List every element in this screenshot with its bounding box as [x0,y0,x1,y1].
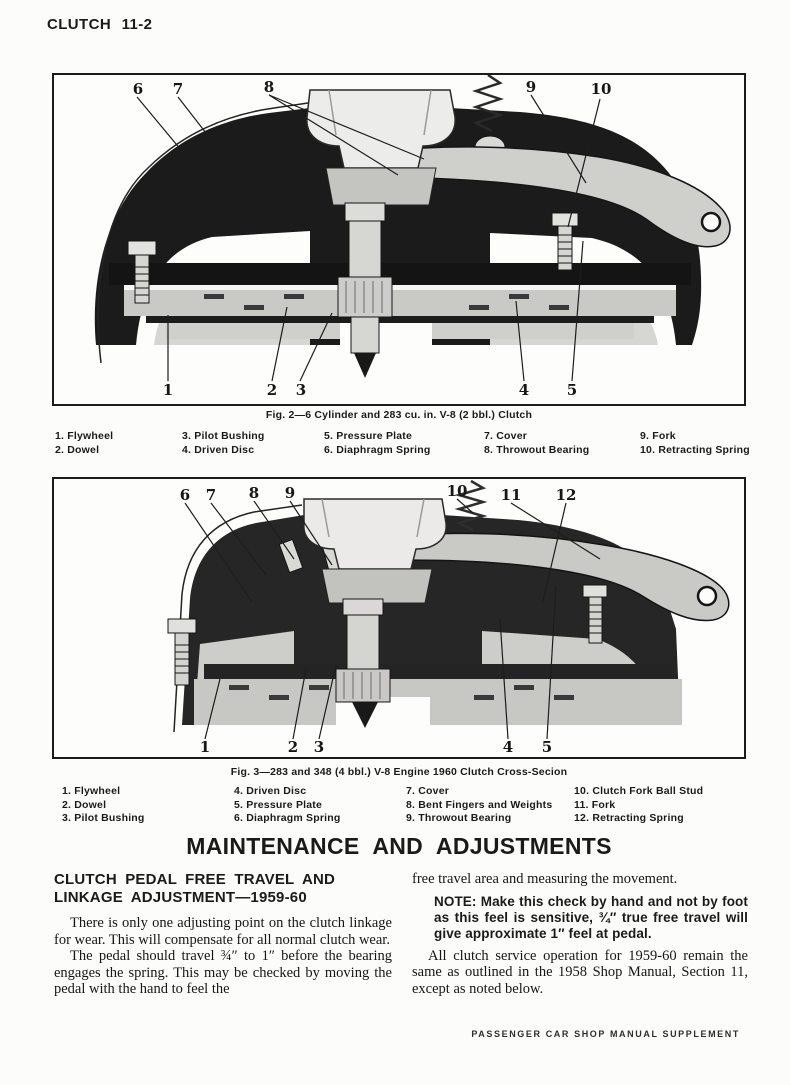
figure-callout: 3 [295,381,307,399]
part-item: 8. Throwout Bearing [484,443,590,456]
figure-callout: 11 [500,486,522,504]
note-paragraph: NOTE: Make this check by hand and not by foot as this feel is sensitive, ¾″ true free travel will give approximate 1″ feel at pedal. [434,893,748,941]
part-item: 5. Pressure Plate [234,798,323,811]
part-item: 9. Throwout Bearing [406,812,512,824]
part-item: 2. Dowel [55,443,100,456]
throwout-bearing-shape [326,168,436,205]
part-item: 12. Retracting Spring [574,812,684,824]
figure1-parts-list [52,430,750,476]
part-item: 7. Cover [406,785,450,797]
figure-callout: 4 [502,738,514,756]
figure-callout: 2 [287,738,299,756]
text-columns [54,871,748,998]
figure-clutch-cross-section-1 [52,73,746,406]
part-item: 5. Pressure Plate [324,430,413,442]
figure-callout: 4 [518,381,530,399]
figure-callout: 8 [263,78,275,96]
parts-column [640,430,750,457]
right-column [412,871,748,998]
figure-callout: 12 [555,486,577,504]
parts-column [574,785,703,826]
part-item: 4. Driven Disc [182,443,255,456]
figure-callout: 9 [284,484,296,502]
figure2-parts-list [52,785,746,831]
part-item: 1. Flywheel [55,430,114,442]
part-item: 11. Fork [574,798,616,811]
part-item: 3. Pilot Bushing [182,430,265,442]
subsection-heading-line: CLUTCH PEDAL FREE TRAVEL AND [54,871,336,888]
part-item: 6. Diaphragm Spring [234,812,341,824]
part-item: 7. Cover [484,430,528,442]
figure-clutch-cross-section-2 [52,477,746,759]
paragraph: There is only one adjusting point on the clutch linkage for wear. This will compensate for all normal clutch wear. [54,915,392,948]
parts-column [55,430,113,457]
part-item: 6. Diaphragm Spring [324,443,431,456]
paragraph: free travel area and measuring the movement. [412,871,678,887]
throwout-bearing-shape [322,569,432,603]
figure2-caption: Fig. 3—283 and 348 (4 bbl.) V-8 Engine 1960 Clutch Cross-Secion [230,766,568,778]
figure-callout: 5 [566,381,578,399]
part-item: 4. Driven Disc [234,785,307,797]
figure-callout: 10 [590,80,612,98]
part-item: 9. Fork [640,430,676,442]
parts-column [234,785,340,826]
part-item: 3. Pilot Bushing [62,812,145,824]
part-item: 8. Bent Fingers and Weights [406,798,553,811]
figure-callout: 1 [162,381,174,399]
paragraph: The pedal should travel ¾″ to 1″ before the bearing engages the spring. This may be checked by moving the pedal with the hand to feel the [54,948,392,997]
part-item: 10. Retracting Spring [640,443,750,456]
part-item: 1. Flywheel [62,785,121,797]
page-header: CLUTCH 11-2 [47,16,153,33]
part-item: 2. Dowel [62,798,107,811]
part-item: 10. Clutch Fork Ball Stud [574,785,704,797]
parts-column [182,430,265,457]
section-title: MAINTENANCE AND ADJUSTMENTS [186,833,612,859]
figure-callout: 6 [132,80,144,98]
parts-column [324,430,430,457]
figure-callout: 7 [172,80,184,98]
paragraph: All clutch service operation for 1959-60 remain the same as outlined in the 1958 Shop Manual, Section 11, except as noted below. [412,947,748,997]
figure-callout: 10 [446,482,468,500]
clutch-cross-section-drawing-1 [54,75,744,404]
figure-callout: 7 [205,486,217,504]
parts-column [406,785,552,826]
parts-column [62,785,145,826]
figure-callout: 6 [179,486,191,504]
figure-callout: 5 [541,738,553,756]
subsection-heading [54,871,392,907]
page-footer: PASSENGER CAR SHOP MANUAL SUPPLEMENT [471,1029,740,1039]
left-column [54,871,392,998]
figure-callout: 3 [313,738,325,756]
parts-column [484,430,589,457]
figure-callout: 1 [199,738,211,756]
subsection-heading-line: LINKAGE ADJUSTMENT—1959-60 [54,889,307,906]
clutch-cross-section-drawing-2 [54,479,744,757]
figure-callout: 9 [525,78,537,96]
figure1-caption: Fig. 2—6 Cylinder and 283 cu. in. V-8 (2 bbl.) Clutch [265,409,533,421]
figure-callout: 2 [266,381,278,399]
figure-callout: 8 [248,484,260,502]
